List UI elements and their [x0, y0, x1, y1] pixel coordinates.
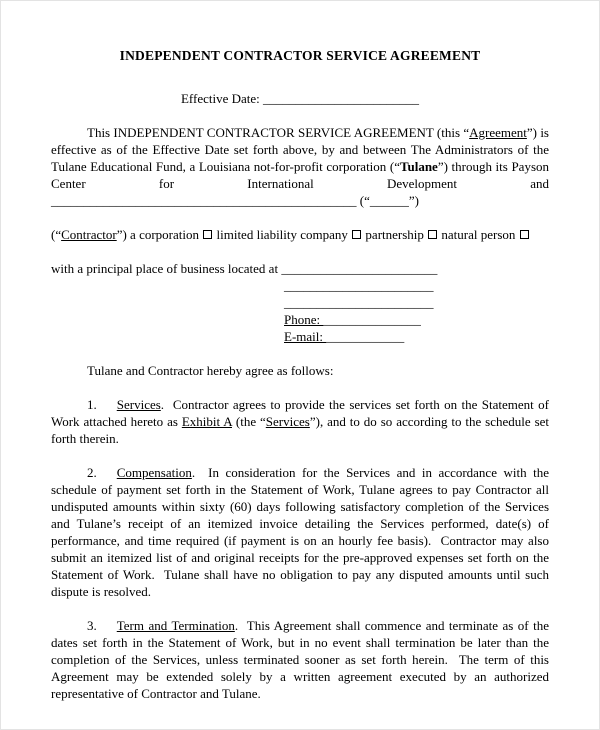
tulane-defined-term: Tulane [400, 159, 438, 174]
section-1-heading: Services [116, 397, 161, 412]
document-title: INDEPENDENT CONTRACTOR SERVICE AGREEMENT [119, 48, 481, 63]
section-3-text: . This Agreement shall commence and terminate as of the dates set forth in the Statement of Work, but in no event shall termination be later than the completion of the Services, unless terminated sooner as set forth herein. The term of this Agreement may be extended solely by a written agreement executed by an authorized representative of Contractor and Tulane. [51, 618, 549, 701]
intro-paragraph [51, 124, 549, 209]
intro-text: ”) through its Payson Center for International Development and [51, 159, 550, 191]
section-1-number: 1. [87, 397, 97, 412]
section-2-compensation [51, 464, 549, 600]
agreement-defined-term: Agreement [469, 125, 527, 140]
address-line-1 [51, 260, 549, 277]
natural-person-option-label: natural person [438, 227, 519, 242]
llc-checkbox[interactable] [352, 230, 361, 239]
contractor-name-blank: _______________________________________________ [51, 193, 357, 208]
section-1-text: ”), and to do so according to the schedule set forth therein. [51, 414, 550, 446]
partnership-option-label: partnership [362, 227, 428, 242]
contractor-short-name-blank: ______ [369, 193, 409, 208]
section-2-heading: Compensation [116, 465, 192, 480]
email-line [284, 328, 549, 345]
address-label: with a principal place of business located at [51, 261, 282, 276]
intro-text: ”) [408, 193, 419, 208]
agreement-lead-in: Tulane and Contractor hereby agree as follows: [87, 363, 334, 378]
services-defined-term: Services [265, 414, 310, 429]
effective-date-label: Effective Date: [180, 91, 264, 106]
intro-text: ”) is effective as of the Effective Date set forth above, by and between The Administrators of the Tulane Educational Fund, a Louisiana not-for-profit corporation (“ [51, 125, 549, 174]
contractor-defined-term: Contractor [61, 227, 117, 242]
corporation-option-label: ”) a corporation [116, 227, 203, 242]
address-blank-2: _______________________ [284, 278, 434, 293]
section-2-text: . In consideration for the Services and in accordance with the schedule of payment set forth in the Statement of Work, Tulane agrees to pay Contractor all undisputed amounts within sixty (60) days following satisfactory completion of the Services and Tulane’s receipt of an itemized invoice detailing the Services performed, date(s) of performance, and time required (if payment is on an hourly fee basis). Contractor may also submit an itemized list of and original receipts for the pre-approved expenses set forth on the Statement of Work. Tulane shall have no obligation to pay any disputed amounts until such dispute is resolved. [51, 465, 549, 599]
phone-label: Phone: [284, 312, 324, 327]
entity-text: (“ [51, 227, 62, 242]
natural-person-checkbox[interactable] [520, 230, 529, 239]
section-1-text: . Contractor agrees to provide the services set forth on the Statement of Work attached hereto as [51, 397, 549, 429]
intro-text: This INDEPENDENT CONTRACTOR SERVICE AGREEMENT (this “ [87, 125, 470, 140]
llc-option-label: limited liability company [213, 227, 352, 242]
email-label: E-mail: [284, 329, 327, 344]
corporation-checkbox[interactable] [203, 230, 212, 239]
address-blank-3: _______________________ [284, 295, 434, 310]
section-2-number: 2. [87, 465, 97, 480]
effective-date-blank: ________________________ [263, 91, 420, 106]
entity-type-line [51, 226, 549, 243]
phone-line [284, 311, 549, 328]
address-blank-1: ________________________ [281, 261, 438, 276]
email-blank: ____________ [326, 329, 405, 344]
exhibit-a-reference: Exhibit A [181, 414, 232, 429]
section-3-number: 3. [87, 618, 97, 633]
effective-date-line [51, 90, 549, 107]
intro-text: (“ [356, 193, 370, 208]
section-1-services [51, 396, 549, 447]
partnership-checkbox[interactable] [428, 230, 437, 239]
address-block [51, 260, 549, 345]
section-1-text: (the “ [231, 414, 266, 429]
section-3-term-and-termination [51, 617, 549, 702]
section-3-heading: Term and Termination [116, 618, 235, 633]
phone-blank: _______________ [323, 312, 421, 327]
